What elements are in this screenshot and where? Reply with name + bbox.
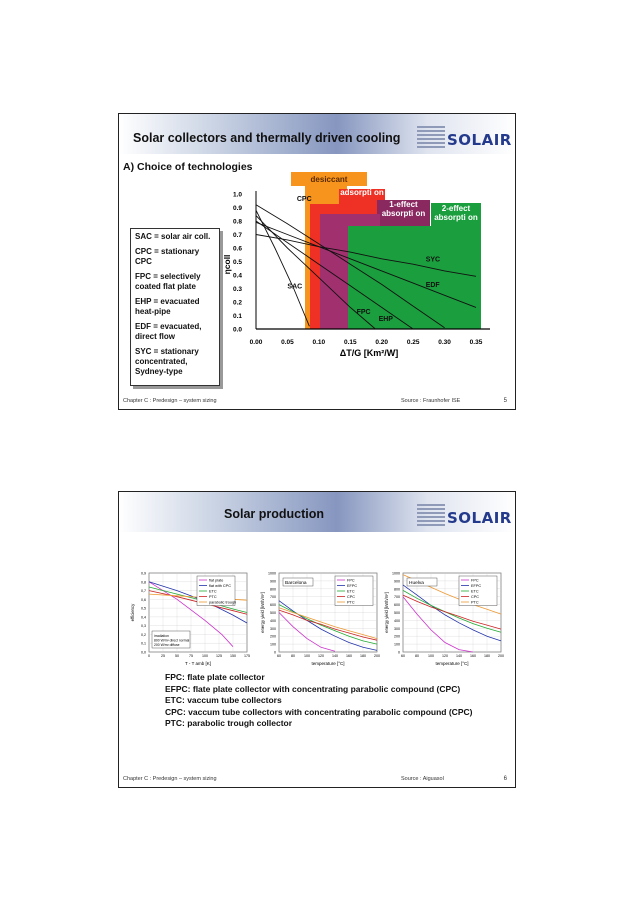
x-tick-label: 60	[277, 654, 281, 658]
legend-label: EFPC	[347, 584, 358, 588]
legend-label: PTC	[209, 595, 217, 599]
x-tick-label: 0	[148, 654, 150, 658]
y-tick-label: 0,3	[141, 624, 146, 629]
y-tick-label: 200	[394, 634, 400, 639]
legend-label: CPC	[471, 595, 480, 599]
band-two-effect-label: 2-effect absorpti on	[434, 204, 478, 222]
footer-source: Source : Aiguasol	[401, 776, 444, 782]
x-tick-label: 0.10	[312, 339, 326, 346]
x-tick-label: 160	[470, 654, 476, 658]
y-tick-label: 700	[394, 595, 400, 600]
production-chart-1	[130, 572, 250, 667]
y-tick-label: 0.3	[232, 286, 242, 293]
y-tick-label: 0,7	[141, 589, 146, 594]
y-tick-label: 500	[270, 611, 276, 615]
x-tick-label: 120	[318, 654, 324, 658]
legend-item-ehp: EHP = evacuated heat-pipe	[135, 297, 200, 316]
band-adsorption-label: adsorpti on	[340, 188, 384, 197]
slide-solar-production	[118, 491, 516, 788]
x-tick-label: 100	[304, 654, 310, 658]
x-tick-label: 200	[374, 654, 380, 658]
section-subtitle: A) Choice of technologies	[123, 161, 253, 173]
x-tick-label: 0.35	[469, 339, 483, 346]
x-tick-label: 180	[360, 654, 366, 658]
series-label-edf: EDF	[425, 282, 440, 290]
legend-label: PTC	[347, 600, 355, 605]
y-tick-label: 0,8	[141, 580, 146, 585]
x-tick-label: 100	[428, 654, 434, 658]
y-tick-label: 0,2	[141, 632, 146, 637]
production-charts	[119, 492, 516, 788]
abbreviation-list	[165, 672, 472, 730]
legend-label: ETC	[209, 589, 217, 594]
legend-label: FPC	[347, 578, 355, 583]
legend-item-edf: EDF = evacuated, direct flow	[135, 322, 202, 341]
x-tick-label: 60	[401, 654, 405, 658]
legend-label: ETC	[471, 589, 479, 594]
y-tick-label: 1000	[268, 571, 276, 576]
abbr-ptc: PTC: parabolic trough collector	[165, 718, 293, 728]
series-line-syc	[256, 235, 476, 277]
legend-label: CPC	[347, 595, 356, 599]
slide-title: Solar production	[224, 507, 324, 521]
y-tick-label: 0.0	[232, 326, 242, 334]
x-tick-label: 80	[415, 654, 419, 658]
y-tick-label: 600	[394, 603, 400, 608]
y-tick-label: 0.1	[232, 313, 242, 320]
irradiation-note-line: 800 W/m² direct normal	[154, 638, 190, 643]
y-tick-label: 0,6	[141, 597, 146, 602]
y-tick-label: 0,1	[141, 641, 146, 646]
y-tick-label: 0.5	[232, 259, 242, 266]
legend-label: ETC	[347, 589, 355, 594]
y-tick-label: 0.4	[232, 272, 242, 280]
y-tick-label: 600	[270, 603, 276, 608]
x-axis-label: temperature [°C]	[311, 661, 345, 666]
y-tick-label: 800	[270, 587, 276, 592]
x-tick-label: 25	[161, 654, 165, 658]
footer-chapter: Chapter C : Predesign – system sizing	[123, 776, 217, 782]
footer-chapter: Chapter C : Predesign – system sizing	[123, 398, 217, 404]
y-tick-label: 100	[394, 642, 400, 647]
x-axis-label: temperature [°C]	[435, 661, 469, 666]
abbr-efpc: EFPC: flate plate collector with concentrating parabolic compound (CPC)	[165, 683, 461, 694]
legend-label: EFPC	[471, 584, 482, 588]
y-tick-label: 0	[398, 650, 400, 655]
band-desiccant-label: desiccant	[310, 175, 348, 184]
y-axis-label: efficiency	[130, 603, 135, 622]
legend-item-cpc: CPC = stationary CPC	[135, 247, 200, 266]
x-axis-label: ΔT/G [Km²/W]	[339, 348, 399, 358]
x-tick-label: 175	[244, 654, 250, 658]
x-tick-label: 140	[456, 654, 462, 658]
x-tick-label: 0.15	[343, 339, 357, 346]
y-tick-label: 200	[270, 634, 276, 639]
x-tick-label: 160	[346, 654, 352, 658]
production-chart-2	[260, 572, 380, 667]
y-tick-label: 1000	[392, 571, 400, 576]
legend-item-sac: SAC = solar air coll.	[135, 232, 211, 241]
y-tick-label: 0,9	[141, 571, 146, 576]
y-axis-label: energy yield [kWh/m²]	[260, 592, 265, 633]
y-tick-label: 1.0	[232, 191, 242, 199]
y-tick-label: 900	[270, 579, 276, 584]
x-tick-label: 0.05	[281, 339, 294, 346]
slide-title: Solar collectors and thermally driven cooling	[133, 131, 401, 145]
irradiation-note-line: 200 W/m² diffuse	[154, 643, 180, 647]
series-label-sac: SAC	[287, 283, 303, 291]
y-tick-label: 100	[270, 642, 276, 647]
y-tick-label: 0,0	[141, 650, 146, 655]
slide-choice-of-technologies	[118, 113, 516, 410]
legend-label: flat plate	[209, 578, 224, 583]
abbr-etc: ETC: vaccum tube collectors	[165, 695, 282, 705]
y-tick-label: 0.6	[232, 245, 242, 253]
legend-item-fpc: FPC = selectively coated flat plate	[135, 272, 201, 291]
legend-label: flat with CPC	[209, 584, 231, 588]
x-tick-label: 120	[442, 654, 448, 658]
abbr-fpc: FPC: flate plate collector	[165, 672, 265, 682]
y-tick-label: 900	[394, 579, 400, 584]
y-tick-label: 0	[274, 650, 276, 655]
series-line-cpc	[256, 205, 445, 328]
location-label: Huelva	[409, 581, 424, 586]
y-tick-label: 0.2	[232, 299, 242, 307]
y-tick-label: 400	[394, 618, 400, 623]
x-axis-label: T - T amb [K]	[184, 661, 212, 666]
collector-legend	[130, 228, 220, 386]
y-tick-label: 0.8	[232, 218, 242, 226]
x-tick-label: 100	[202, 654, 208, 658]
series-line-ehp	[256, 221, 413, 329]
y-tick-label: 700	[270, 595, 276, 600]
irradiation-note-line: irradiation	[154, 634, 169, 638]
y-axis-label: ηcoll	[222, 254, 232, 275]
production-chart-3	[384, 572, 504, 667]
x-tick-label: 0.00	[249, 339, 263, 346]
x-tick-label: 140	[332, 654, 338, 658]
x-tick-label: 180	[484, 654, 490, 658]
y-axis-label: energy yield [kWh/m²]	[384, 592, 389, 633]
y-tick-label: 0.9	[232, 205, 242, 212]
location-label: Barcelona	[285, 581, 307, 586]
x-tick-label: 125	[216, 654, 222, 658]
band-one-effect-label: 1-effect absorpti on	[381, 200, 426, 218]
x-tick-label: 80	[291, 654, 295, 658]
page-number: 6	[503, 776, 507, 782]
y-tick-label: 800	[394, 587, 400, 592]
series-label-ehp: EHP	[378, 315, 393, 323]
footer-source: Source : Fraunhofer ISE	[401, 398, 461, 404]
legend-label: parabolic trough	[209, 600, 237, 605]
y-tick-label: 400	[270, 618, 276, 623]
page-number: 5	[503, 398, 507, 404]
y-tick-label: 500	[394, 611, 400, 615]
y-tick-label: 0,4	[141, 615, 146, 620]
x-tick-label: 0.20	[375, 339, 389, 346]
series-label-syc: SYC	[425, 256, 441, 264]
series-line-edf	[256, 222, 476, 307]
x-tick-label: 200	[498, 654, 504, 658]
series-line-sac	[256, 210, 309, 326]
legend-label: PTC	[471, 600, 479, 605]
logo-text: SOLAIR	[447, 131, 512, 149]
y-tick-label: 0.7	[232, 232, 242, 239]
y-tick-label: 300	[394, 626, 400, 631]
x-tick-label: 50	[175, 654, 179, 658]
y-tick-label: 0,5	[141, 606, 146, 611]
x-tick-label: 0.25	[406, 339, 420, 346]
abbr-cpc: CPC: vaccum tube collectors with concentrating parabolic compound (CPC)	[165, 706, 473, 717]
legend-label: FPC	[471, 578, 479, 583]
series-label-cpc: CPC	[296, 195, 312, 203]
x-tick-label: 0.30	[438, 339, 451, 346]
x-tick-label: 75	[189, 654, 193, 658]
logo-text: SOLAIR	[447, 509, 512, 527]
y-tick-label: 300	[270, 626, 276, 631]
series-label-fpc: FPC	[356, 309, 371, 317]
legend-item-syc: SYC = stationary concentrated, Sydney-type	[135, 347, 199, 376]
x-tick-label: 150	[230, 654, 236, 658]
